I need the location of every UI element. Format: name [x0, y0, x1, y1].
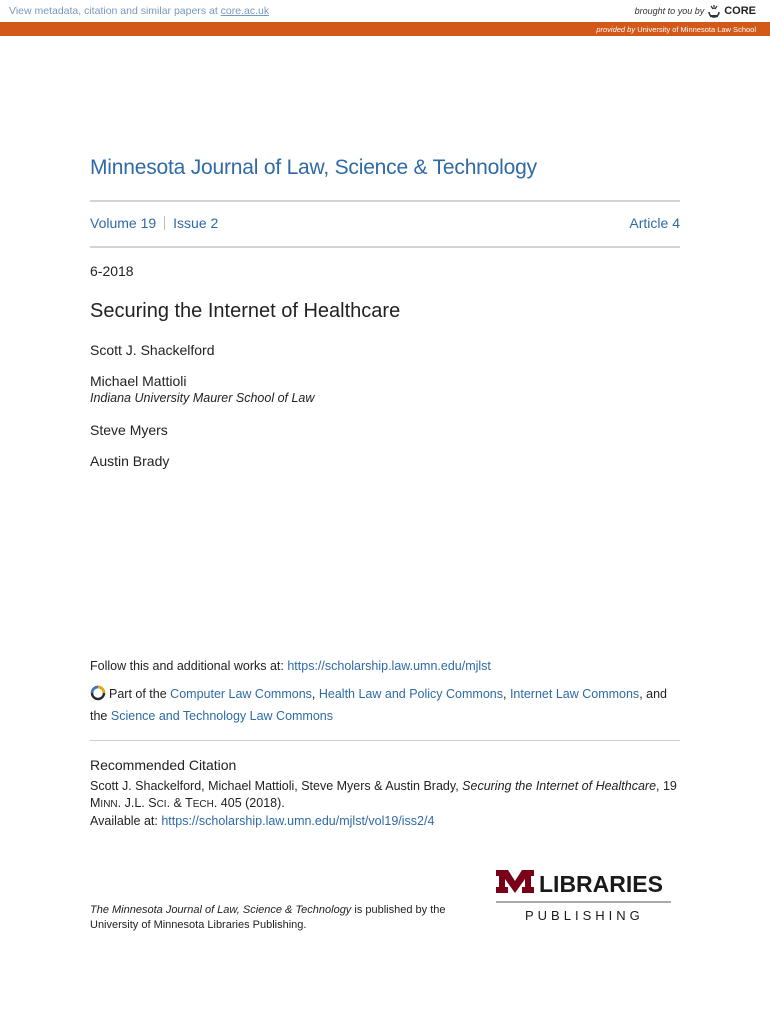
follow-line — [90, 659, 491, 673]
part-of-line — [90, 683, 690, 727]
available-prefix: Available at: — [90, 814, 158, 828]
citation-reporter — [90, 796, 285, 810]
citation-divider — [90, 740, 680, 741]
author-name: Austin Brady — [90, 453, 170, 469]
core-provided-prefix: provided by — [596, 25, 636, 34]
publisher-note — [90, 903, 490, 933]
citation-title: Securing the Internet of Healthcare — [462, 779, 657, 793]
author-affiliation: Indiana University Maurer School of Law — [90, 391, 315, 405]
list-separator: , and — [639, 687, 667, 701]
reporter-part: . 405 (2018). — [213, 796, 285, 810]
core-banner — [0, 0, 770, 22]
core-metadata-line — [9, 5, 269, 17]
reporter-part: INN — [100, 799, 118, 810]
bepress-commons-icon — [90, 685, 106, 701]
umn-libraries-publishing-logo — [495, 868, 675, 928]
publisher-note-rest: is published by the — [354, 904, 446, 916]
follow-prefix: Follow this and additional works at: — [90, 659, 284, 673]
author-name: Michael Mattioli — [90, 373, 187, 389]
logo-publishing-text: PUBLISHING — [525, 908, 644, 923]
core-brand — [635, 4, 756, 18]
volume-link[interactable]: Volume 19 — [90, 215, 157, 231]
reporter-part: . J.L. S — [117, 796, 157, 810]
author-name: Steve Myers — [90, 422, 168, 438]
publisher-note-journal: The Minnesota Journal of Law, Science & Technology — [90, 904, 352, 916]
reporter-part: ECH — [192, 799, 214, 810]
publication-date: 6-2018 — [90, 263, 134, 279]
reporter-part: M — [90, 796, 101, 810]
core-provider-name: University of Minnesota Law School — [637, 25, 756, 34]
reporter-part: CI — [156, 799, 167, 810]
available-url-link[interactable]: https://scholarship.law.umn.edu/mjlst/vol19/iss2/4 — [161, 814, 435, 828]
commons-link-computer-law[interactable]: Computer Law Commons — [170, 687, 312, 701]
follow-url-link[interactable]: https://scholarship.law.umn.edu/mjlst — [287, 659, 491, 673]
list-separator: , — [311, 687, 316, 701]
part-of-prefix: Part of the — [109, 687, 167, 701]
article-number-link[interactable]: Article 4 — [629, 215, 680, 231]
publisher-note-line2: University of Minnesota Libraries Publishing. — [90, 919, 307, 931]
recommended-citation-heading: Recommended Citation — [90, 757, 237, 773]
volume-issue-row — [90, 215, 680, 231]
umn-m-icon — [496, 870, 534, 893]
issue-link[interactable]: Issue 2 — [173, 215, 219, 231]
header-divider-top — [90, 200, 680, 202]
commons-link-science-technology[interactable]: Science and Technology Law Commons — [110, 709, 333, 723]
core-link[interactable]: core.ac.uk — [220, 5, 270, 17]
part-of-the: the — [90, 709, 108, 723]
commons-link-health-law[interactable]: Health Law and Policy Commons — [318, 687, 503, 701]
core-brought-text: brought to you by — [634, 6, 705, 16]
citation-volume: , 19 — [656, 779, 677, 793]
logo-libraries-text: LIBRARIES — [539, 871, 663, 897]
reporter-part: . & T — [166, 796, 193, 810]
core-brand-name: CORE — [724, 5, 756, 17]
core-metadata-prefix: View metadata, citation and similar papers at — [9, 5, 218, 17]
core-logo-icon — [708, 4, 720, 18]
volume-issue-separator — [164, 216, 165, 230]
header-divider-bottom — [90, 246, 680, 248]
journal-title-link[interactable]: Minnesota Journal of Law, Science & Technology — [90, 156, 537, 179]
citation-authors: Scott J. Shackelford, Michael Mattioli, Steve Myers & Austin Brady, — [90, 779, 459, 793]
core-provider-bar — [0, 22, 770, 36]
recommended-citation-text — [90, 778, 690, 830]
commons-link-internet-law[interactable]: Internet Law Commons — [509, 687, 640, 701]
author-name: Scott J. Shackelford — [90, 342, 215, 358]
list-separator: , — [502, 687, 507, 701]
article-title: Securing the Internet of Healthcare — [90, 300, 401, 322]
